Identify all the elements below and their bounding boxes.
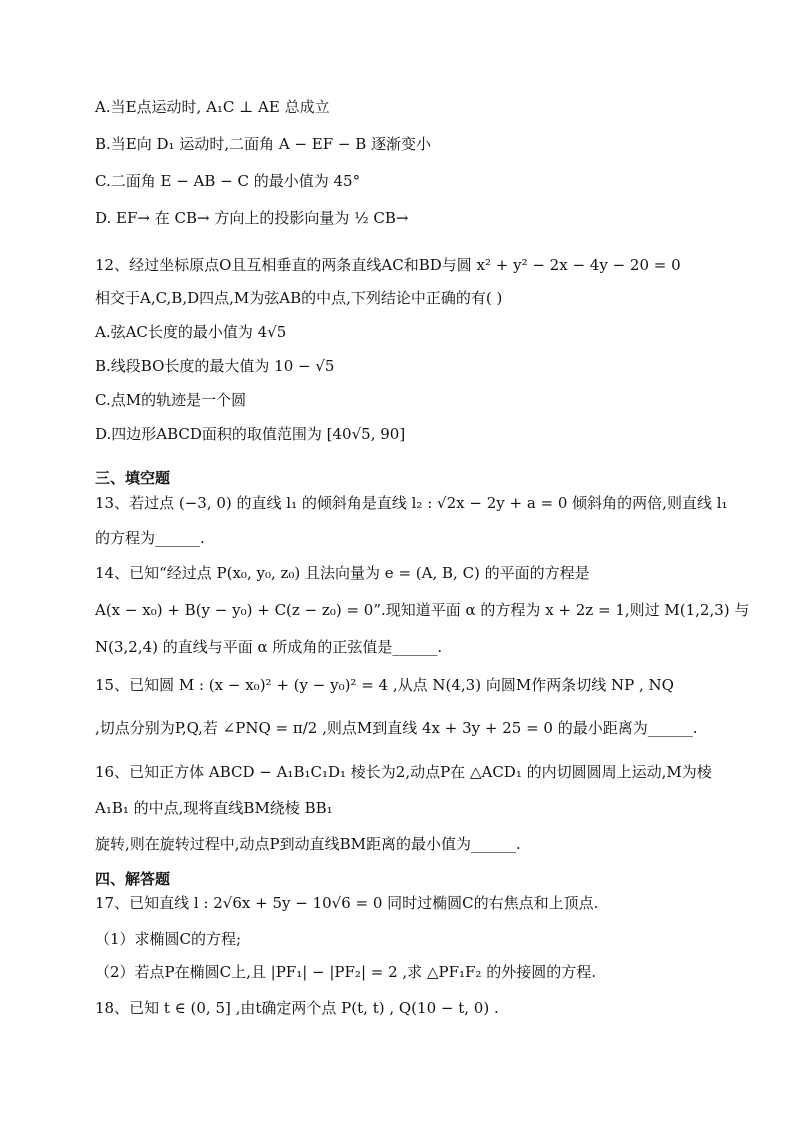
question-14-cont-2: N(3,2,4) 的直线与平面 α 所成角的正弦值是______.: [95, 638, 443, 656]
section-heading-answer: 四、解答题: [95, 870, 171, 888]
question-12-stem-cont: 相交于A,C,B,D四点,M为弦AB的中点,下列结论中正确的有( ): [95, 289, 503, 307]
option-11c: C.二面角 E − AB − C 的最小值为 45°: [95, 172, 361, 190]
option-12a: A.弦AC长度的最小值为 4√5: [95, 323, 287, 341]
question-14: 14、已知“经过点 P(x₀, y₀, z₀) 且法向量为 e = (A, B, C) 的平面的方程是: [95, 564, 590, 582]
question-16-cont-1: A₁B₁ 的中点,现将直线BM绕棱 BB₁: [95, 799, 333, 817]
option-11a: A.当E点运动时, A₁C ⊥ AE 总成立: [95, 98, 330, 116]
question-17-part-2: （2）若点P在椭圆C上,且 |PF₁| − |PF₂| = 2 ,求 △PF₁F₂ 的外接圆的方程.: [95, 963, 596, 981]
option-11d: D. EF→ 在 CB→ 方向上的投影向量为 ½ CB→: [95, 209, 409, 227]
section-heading-fill-in: 三、填空题: [95, 469, 171, 487]
question-16: 16、已知正方体 ABCD − A₁B₁C₁D₁ 棱长为2,动点P在 △ACD₁ 的内切圆圆周上运动,M为棱: [95, 763, 712, 781]
question-17: 17、已知直线 l : 2√6x + 5y − 10√6 = 0 同时过椭圆C的右焦点和上顶点.: [95, 894, 599, 912]
question-18: 18、已知 t ∈ (0, 5] ,由t确定两个点 P(t, t) , Q(10 − t, 0) .: [95, 999, 499, 1017]
option-12c: C.点M的轨迹是一个圆: [95, 391, 247, 409]
question-15: 15、已知圆 M : (x − x₀)² + (y − y₀)² = 4 ,从点 N(4,3) 向圆M作两条切线 NP , NQ: [95, 676, 674, 694]
option-12d: D.四边形ABCD面积的取值范围为 [40√5, 90]: [95, 425, 406, 443]
question-15-cont: ,切点分别为P,Q,若 ∠PNQ = π/2 ,则点M到直线 4x + 3y + 25 = 0 的最小距离为______.: [95, 719, 698, 737]
option-11b: B.当E向 D₁ 运动时,二面角 A − EF − B 逐渐变小: [95, 135, 432, 153]
question-12-stem: 12、经过坐标原点O且互相垂直的两条直线AC和BD与圆 x² + y² − 2x − 4y − 20 = 0: [95, 256, 681, 274]
question-16-cont-2: 旋转,则在旋转过程中,动点P到动直线BM距离的最小值为______.: [95, 835, 521, 853]
option-12b: B.线段BO长度的最大值为 10 − √5: [95, 357, 335, 375]
question-13-cont: 的方程为______.: [95, 529, 205, 547]
question-17-part-1: （1）求椭圆C的方程;: [95, 930, 242, 948]
question-13: 13、若过点 (−3, 0) 的直线 l₁ 的倾斜角是直线 l₂ : √2x − 2y + a = 0 倾斜角的两倍,则直线 l₁: [95, 494, 728, 512]
question-14-cont-1: A(x − x₀) + B(y − y₀) + C(z − z₀) = 0”.现知道平面 α 的方程为 x + 2z = 1,则过 M(1,2,3) 与: [95, 601, 750, 619]
